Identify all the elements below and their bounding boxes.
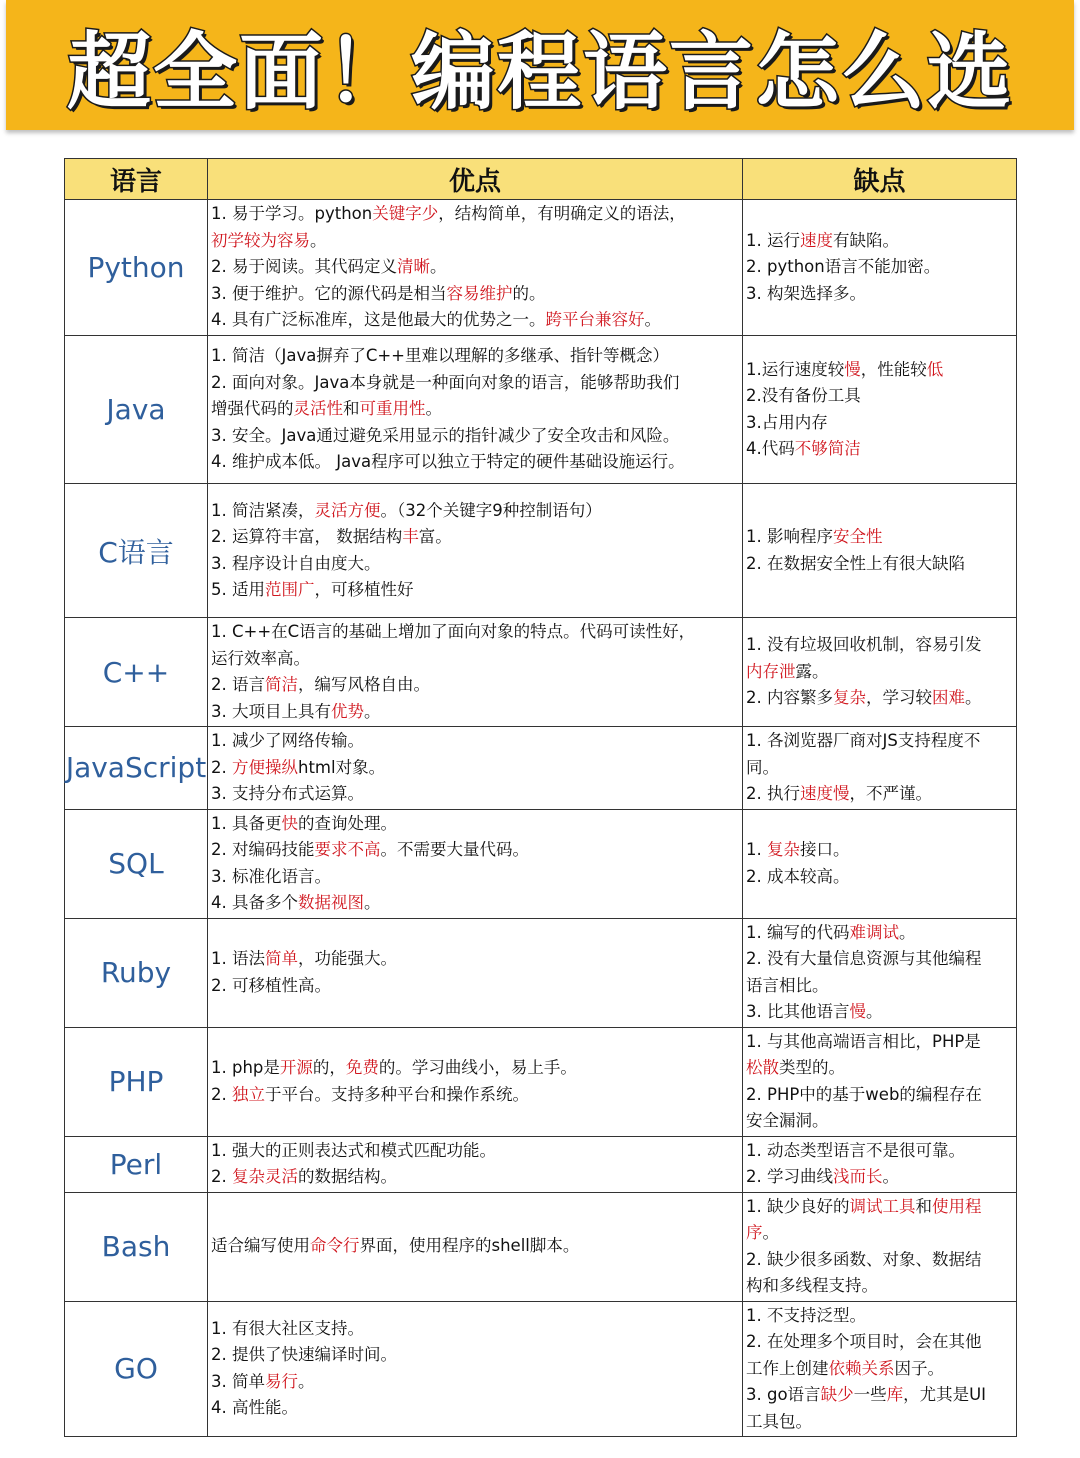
plain-text: 1. 与其他高端语言相比，PHP是	[746, 1031, 981, 1051]
plain-text: 1. 强大的正则表达式和模式匹配功能。	[211, 1140, 496, 1160]
plain-text: 和	[915, 1196, 932, 1216]
plain-text: 3.占用内存	[746, 412, 828, 432]
header-language: 语言	[65, 159, 208, 200]
pros-line	[211, 837, 739, 864]
plain-text: 类型的。	[779, 1058, 845, 1077]
language-name: Ruby	[65, 918, 208, 1027]
highlight-text: 易行	[265, 1371, 298, 1391]
language-name: JavaScript	[65, 727, 208, 810]
highlight-text: 简洁	[265, 675, 298, 694]
pros-cell	[208, 618, 743, 727]
highlight-text: 慢	[849, 1002, 866, 1021]
plain-text: 。	[866, 1002, 883, 1021]
table-row	[65, 336, 1017, 484]
plain-text: 3. 便于维护。它的源代码是相当	[211, 283, 447, 303]
plain-text: 3. 标准化语言。	[211, 866, 331, 886]
plain-text: ，功能强大。	[298, 949, 397, 968]
pros-line	[211, 1082, 739, 1109]
plain-text: 的查询处理。	[298, 813, 397, 833]
plain-text: 。（32个关键字9种控制语句）	[380, 500, 602, 520]
plain-text: 语言相比。	[746, 975, 829, 995]
language-name: Python	[65, 200, 208, 336]
highlight-text: 慢	[844, 359, 861, 379]
plain-text: 1. 简洁紧凑，	[211, 500, 315, 520]
highlight-text: 复杂	[833, 688, 866, 708]
plain-text: 。不需要大量代码。	[380, 840, 529, 859]
plain-text: 因子。	[894, 1358, 944, 1378]
table-row	[65, 200, 1017, 336]
cons-line	[746, 1029, 1013, 1056]
table-row	[65, 1136, 1017, 1192]
plain-text: 接口。	[800, 840, 850, 859]
highlight-text: 丰	[402, 527, 419, 546]
plain-text: 2. 对编码技能	[211, 840, 315, 859]
plain-text: 2. 语言	[211, 675, 265, 694]
highlight-text: 困难	[932, 688, 965, 708]
page-title: 超全面！编程语言怎么选	[66, 22, 1013, 121]
pros-line	[211, 228, 739, 255]
pros-line	[211, 728, 739, 755]
plain-text: 3. 构架选择多。	[746, 283, 866, 303]
table-row	[65, 618, 1017, 727]
plain-text: 1.	[746, 840, 767, 859]
highlight-text: 库	[886, 1385, 904, 1404]
highlight-text: 低	[926, 359, 944, 379]
plain-text: 的。学习曲线小，易上手。	[378, 1058, 577, 1077]
pros-line	[211, 577, 739, 604]
plain-text: 1. C++在C语言的基础上增加了面向对象的特点。代码可读性好，	[211, 622, 696, 641]
plain-text: 。	[430, 257, 447, 277]
highlight-text: 简单	[265, 949, 298, 968]
cons-line	[746, 1220, 1013, 1247]
plain-text: 2. 在数据安全性上有很大缺陷	[746, 553, 965, 573]
table-row	[65, 809, 1017, 918]
highlight-text: 优势	[331, 701, 364, 721]
plain-text: 。	[882, 1167, 899, 1186]
cons-line	[746, 1409, 1013, 1436]
pros-line	[211, 1342, 739, 1369]
cons-line	[746, 1273, 1013, 1300]
plain-text: 2. 面向对象。Java本身就是一种面向对象的语言，能够帮助我们	[211, 372, 680, 392]
cons-line	[746, 864, 1013, 891]
language-name: C++	[65, 618, 208, 727]
pros-line	[211, 1369, 739, 1396]
pros-cell	[208, 1192, 743, 1301]
cons-line	[746, 728, 1013, 755]
plain-text: 的，	[312, 1058, 346, 1077]
plain-text: 2. 易于阅读。其代码定义	[211, 257, 397, 277]
highlight-text: 不够简洁	[794, 439, 861, 458]
plain-text: 工作上创建	[746, 1358, 829, 1378]
plain-text: ，编写风格自由。	[298, 675, 430, 694]
plain-text: 的。	[512, 283, 546, 303]
highlight-text: 浅而长	[833, 1167, 883, 1186]
plain-text: 。	[298, 1371, 315, 1391]
pros-line	[211, 449, 739, 476]
plain-text: 富。	[418, 527, 452, 546]
highlight-text: 速度	[800, 230, 833, 250]
language-name: C语言	[65, 484, 208, 618]
highlight-text: 复杂灵活	[232, 1167, 298, 1186]
cons-line	[746, 1055, 1013, 1082]
highlight-text: 灵活方便	[314, 500, 381, 520]
highlight-text: 关键字少	[372, 204, 439, 224]
pros-cell	[208, 1136, 743, 1192]
header-row	[65, 159, 1017, 200]
plain-text: 1. php是	[211, 1058, 280, 1077]
highlight-text: 序	[746, 1223, 763, 1242]
highlight-text: 内存泄	[746, 661, 796, 681]
cons-line	[746, 1138, 1013, 1165]
highlight-text: 初学较为容易	[211, 230, 310, 250]
pros-line	[211, 1395, 739, 1422]
cons-line	[746, 781, 1013, 808]
highlight-text: 免费	[345, 1058, 379, 1077]
highlight-text: 清晰	[397, 257, 430, 277]
pros-line	[211, 343, 739, 370]
cons-line	[746, 946, 1013, 973]
plain-text: 1. 各浏览器厂商对JS支持程度不	[746, 731, 981, 750]
plain-text: 2. PHP中的基于web的编程存在	[746, 1084, 982, 1104]
highlight-text: 数据视图	[298, 893, 364, 912]
plain-text: 1. 缺少良好的	[746, 1196, 850, 1216]
plain-text: 2. 执行	[746, 784, 800, 803]
cons-line	[746, 1194, 1013, 1221]
highlight-text: 独立	[232, 1084, 265, 1104]
cons-line	[746, 632, 1013, 659]
plain-text: 3. 比其他语言	[746, 1002, 850, 1021]
pros-line	[211, 1233, 739, 1260]
cons-line	[746, 973, 1013, 1000]
plain-text: 5. 适用	[211, 580, 265, 599]
cons-line	[746, 659, 1013, 686]
plain-text: 4. 高性能。	[211, 1398, 298, 1418]
cons-line	[746, 755, 1013, 782]
cons-line	[746, 1382, 1013, 1409]
cons-line	[746, 1247, 1013, 1274]
language-name: Java	[65, 336, 208, 484]
cons-line	[746, 999, 1013, 1026]
table-row	[65, 1192, 1017, 1301]
plain-text: 3. 安全。Java通过避免采用显示的指针减少了安全攻击和风险。	[211, 425, 680, 445]
pros-line	[211, 619, 739, 646]
highlight-text: 松散	[746, 1058, 779, 1077]
pros-line	[211, 307, 739, 334]
plain-text: 和	[343, 399, 360, 419]
pros-line	[211, 672, 739, 699]
plain-text: 1. 动态类型语言不是很可靠。	[746, 1140, 965, 1160]
pros-line	[211, 423, 739, 450]
table-body	[65, 200, 1017, 1437]
plain-text: 。	[310, 230, 327, 250]
pros-line	[211, 946, 739, 973]
cons-cell	[743, 727, 1017, 810]
pros-cell	[208, 484, 743, 618]
plain-text: 露。	[795, 661, 829, 681]
cons-cell	[743, 1027, 1017, 1136]
highlight-text: 依赖关系	[828, 1358, 895, 1378]
pros-line	[211, 864, 739, 891]
plain-text: 1. 减少了网络传输。	[211, 731, 364, 750]
highlight-text: 使用程	[932, 1196, 982, 1216]
pros-line	[211, 551, 739, 578]
plain-text: ，不严谨。	[849, 784, 932, 803]
cons-line	[746, 228, 1013, 255]
plain-text: 增强代码的	[211, 399, 294, 419]
pros-line	[211, 396, 739, 423]
plain-text: 。	[965, 688, 982, 708]
plain-text: 2. 内容繁多	[746, 688, 833, 708]
plain-text: 2. 可移植性高。	[211, 975, 331, 995]
plain-text: ，尤其是UI	[903, 1385, 987, 1404]
cons-cell	[743, 618, 1017, 727]
table-row	[65, 1027, 1017, 1136]
pros-line	[211, 1138, 739, 1165]
plain-text: 2.	[211, 1167, 232, 1186]
highlight-text: 调试工具	[849, 1196, 916, 1216]
plain-text: 的数据结构。	[298, 1167, 397, 1186]
cons-line	[746, 383, 1013, 410]
plain-text: 1. 语法	[211, 949, 265, 968]
plain-text: 构和多线程支持。	[746, 1276, 878, 1295]
cons-line	[746, 1108, 1013, 1135]
plain-text: 运行效率高。	[211, 648, 310, 668]
pros-cell	[208, 200, 743, 336]
pros-line	[211, 1316, 739, 1343]
pros-line	[211, 254, 739, 281]
pros-cell	[208, 918, 743, 1027]
cons-line	[746, 1329, 1013, 1356]
highlight-text: 跨平台兼容好	[545, 310, 645, 330]
plain-text: 。	[364, 893, 381, 912]
plain-text: 1. 编写的代码	[746, 922, 850, 942]
cons-line	[746, 357, 1013, 384]
plain-text: 。	[899, 922, 916, 942]
cons-line	[746, 1356, 1013, 1383]
highlight-text: 安全性	[833, 527, 883, 546]
plain-text: 适合编写使用	[211, 1236, 310, 1256]
language-name: Perl	[65, 1136, 208, 1192]
pros-cell	[208, 1027, 743, 1136]
plain-text: 。	[644, 310, 661, 330]
cons-line	[746, 551, 1013, 578]
table-row	[65, 918, 1017, 1027]
plain-text: 。	[364, 701, 381, 721]
cons-cell	[743, 1192, 1017, 1301]
plain-text: ，学习较	[866, 688, 932, 708]
pros-line	[211, 498, 739, 525]
plain-text: 。	[425, 399, 442, 419]
plain-text: 2. 运算符丰富， 数据结构	[211, 527, 403, 546]
cons-cell	[743, 1136, 1017, 1192]
plain-text: 2.没有备份工具	[746, 386, 861, 405]
plain-text: 1. 简洁（Java摒弃了C++里难以理解的多继承、指针等概念）	[211, 346, 670, 366]
highlight-text: 方便操纵	[232, 757, 298, 777]
pros-line	[211, 281, 739, 308]
highlight-text: 缺少	[820, 1385, 854, 1404]
highlight-text: 容易维护	[446, 283, 513, 303]
language-name: GO	[65, 1301, 208, 1437]
header-cons: 缺点	[743, 159, 1017, 200]
plain-text: 2.	[211, 1084, 232, 1104]
cons-line	[746, 281, 1013, 308]
cons-line	[746, 685, 1013, 712]
plain-text: 1. 没有垃圾回收机制，容易引发	[746, 635, 982, 655]
cons-cell	[743, 484, 1017, 618]
plain-text: 有缺陷。	[833, 230, 899, 250]
pros-cell	[208, 1301, 743, 1437]
cons-line	[746, 1164, 1013, 1191]
pros-line	[211, 370, 739, 397]
cons-line	[746, 1303, 1013, 1330]
cons-cell	[743, 809, 1017, 918]
pros-cell	[208, 727, 743, 810]
highlight-text: 开源	[279, 1058, 313, 1077]
cons-cell	[743, 200, 1017, 336]
plain-text: 工具包。	[746, 1411, 812, 1431]
plain-text: 1. 影响程序	[746, 527, 833, 546]
plain-text: 1. 具备更	[211, 813, 282, 833]
cons-cell	[743, 1301, 1017, 1437]
plain-text: 安全漏洞。	[746, 1111, 829, 1130]
plain-text: 4. 具有广泛标准库，这是他最大的优势之一。	[211, 310, 546, 330]
plain-text: 1.运行速度较	[746, 359, 845, 379]
cons-cell	[743, 336, 1017, 484]
plain-text: 1. 易于学习。python	[211, 204, 373, 224]
plain-text: 一些	[853, 1385, 887, 1404]
highlight-text: 范围广	[265, 580, 315, 599]
plain-text: ，可移植性好	[314, 580, 414, 599]
table-row	[65, 1301, 1017, 1437]
plain-text: 3. 程序设计自由度大。	[211, 553, 381, 573]
pros-line	[211, 781, 739, 808]
title-banner	[6, 0, 1074, 130]
pros-line	[211, 524, 739, 551]
highlight-text: 速度慢	[800, 784, 850, 803]
plain-text: html对象。	[298, 757, 386, 777]
plain-text: 3. 大项目上具有	[211, 701, 331, 721]
plain-text: 2. python语言不能加密。	[746, 257, 941, 277]
pros-line	[211, 1164, 739, 1191]
cons-cell	[743, 918, 1017, 1027]
pros-line	[211, 973, 739, 1000]
pros-line	[211, 1055, 739, 1082]
plain-text: 4. 维护成本低。 Java程序可以独立于特定的硬件基础设施运行。	[211, 452, 685, 472]
highlight-text: 快	[281, 813, 298, 833]
pros-line	[211, 755, 739, 782]
plain-text: 界面，使用程序的shell脚本。	[359, 1236, 580, 1256]
pros-line	[211, 699, 739, 726]
plain-text: 2. 没有大量信息资源与其他编程	[746, 949, 982, 968]
plain-text: 于平台。支持多种平台和操作系统。	[265, 1084, 529, 1104]
language-name: PHP	[65, 1027, 208, 1136]
plain-text: ，结构简单，有明确定义的语法，	[438, 204, 686, 224]
highlight-text: 要求不高	[314, 840, 381, 859]
plain-text: 3. 支持分布式运算。	[211, 784, 364, 803]
highlight-text: 难调试	[849, 922, 899, 942]
language-name: SQL	[65, 809, 208, 918]
plain-text: 2. 缺少很多函数、对象、数据结	[746, 1249, 982, 1269]
plain-text: 4. 具备多个	[211, 893, 298, 912]
pros-line	[211, 201, 739, 228]
highlight-text: 可重用性	[359, 399, 426, 419]
pros-line	[211, 890, 739, 917]
plain-text: 2. 学习曲线	[746, 1167, 833, 1186]
comparison-table	[64, 158, 1017, 1437]
table-row	[65, 727, 1017, 810]
cons-line	[746, 254, 1013, 281]
plain-text: 2. 在处理多个项目时，会在其他	[746, 1332, 982, 1351]
cons-line	[746, 920, 1013, 947]
cons-line	[746, 524, 1013, 551]
cons-line	[746, 410, 1013, 437]
plain-text: 1. 有很大社区支持。	[211, 1318, 364, 1338]
plain-text: 2. 提供了快速编译时间。	[211, 1345, 397, 1365]
highlight-text: 复杂	[767, 840, 800, 859]
pros-line	[211, 646, 739, 673]
header-pros: 优点	[208, 159, 743, 200]
plain-text: 3. 简单	[211, 1371, 265, 1391]
highlight-text: 命令行	[310, 1236, 360, 1256]
plain-text: 2.	[211, 757, 232, 777]
cons-line	[746, 837, 1013, 864]
plain-text: 。	[762, 1223, 779, 1242]
pros-line	[211, 811, 739, 838]
plain-text: 3. go语言	[746, 1385, 821, 1404]
plain-text: 4.代码	[746, 439, 795, 458]
plain-text: ，性能较	[860, 359, 927, 379]
cons-line	[746, 1082, 1013, 1109]
pros-cell	[208, 809, 743, 918]
plain-text: 1. 运行	[746, 230, 800, 250]
plain-text: 同。	[746, 757, 779, 777]
table-row	[65, 484, 1017, 618]
cons-line	[746, 436, 1013, 463]
language-name: Bash	[65, 1192, 208, 1301]
plain-text: 2. 成本较高。	[746, 866, 850, 886]
pros-cell	[208, 336, 743, 484]
plain-text: 1. 不支持泛型。	[746, 1305, 866, 1325]
highlight-text: 灵活性	[293, 399, 343, 419]
